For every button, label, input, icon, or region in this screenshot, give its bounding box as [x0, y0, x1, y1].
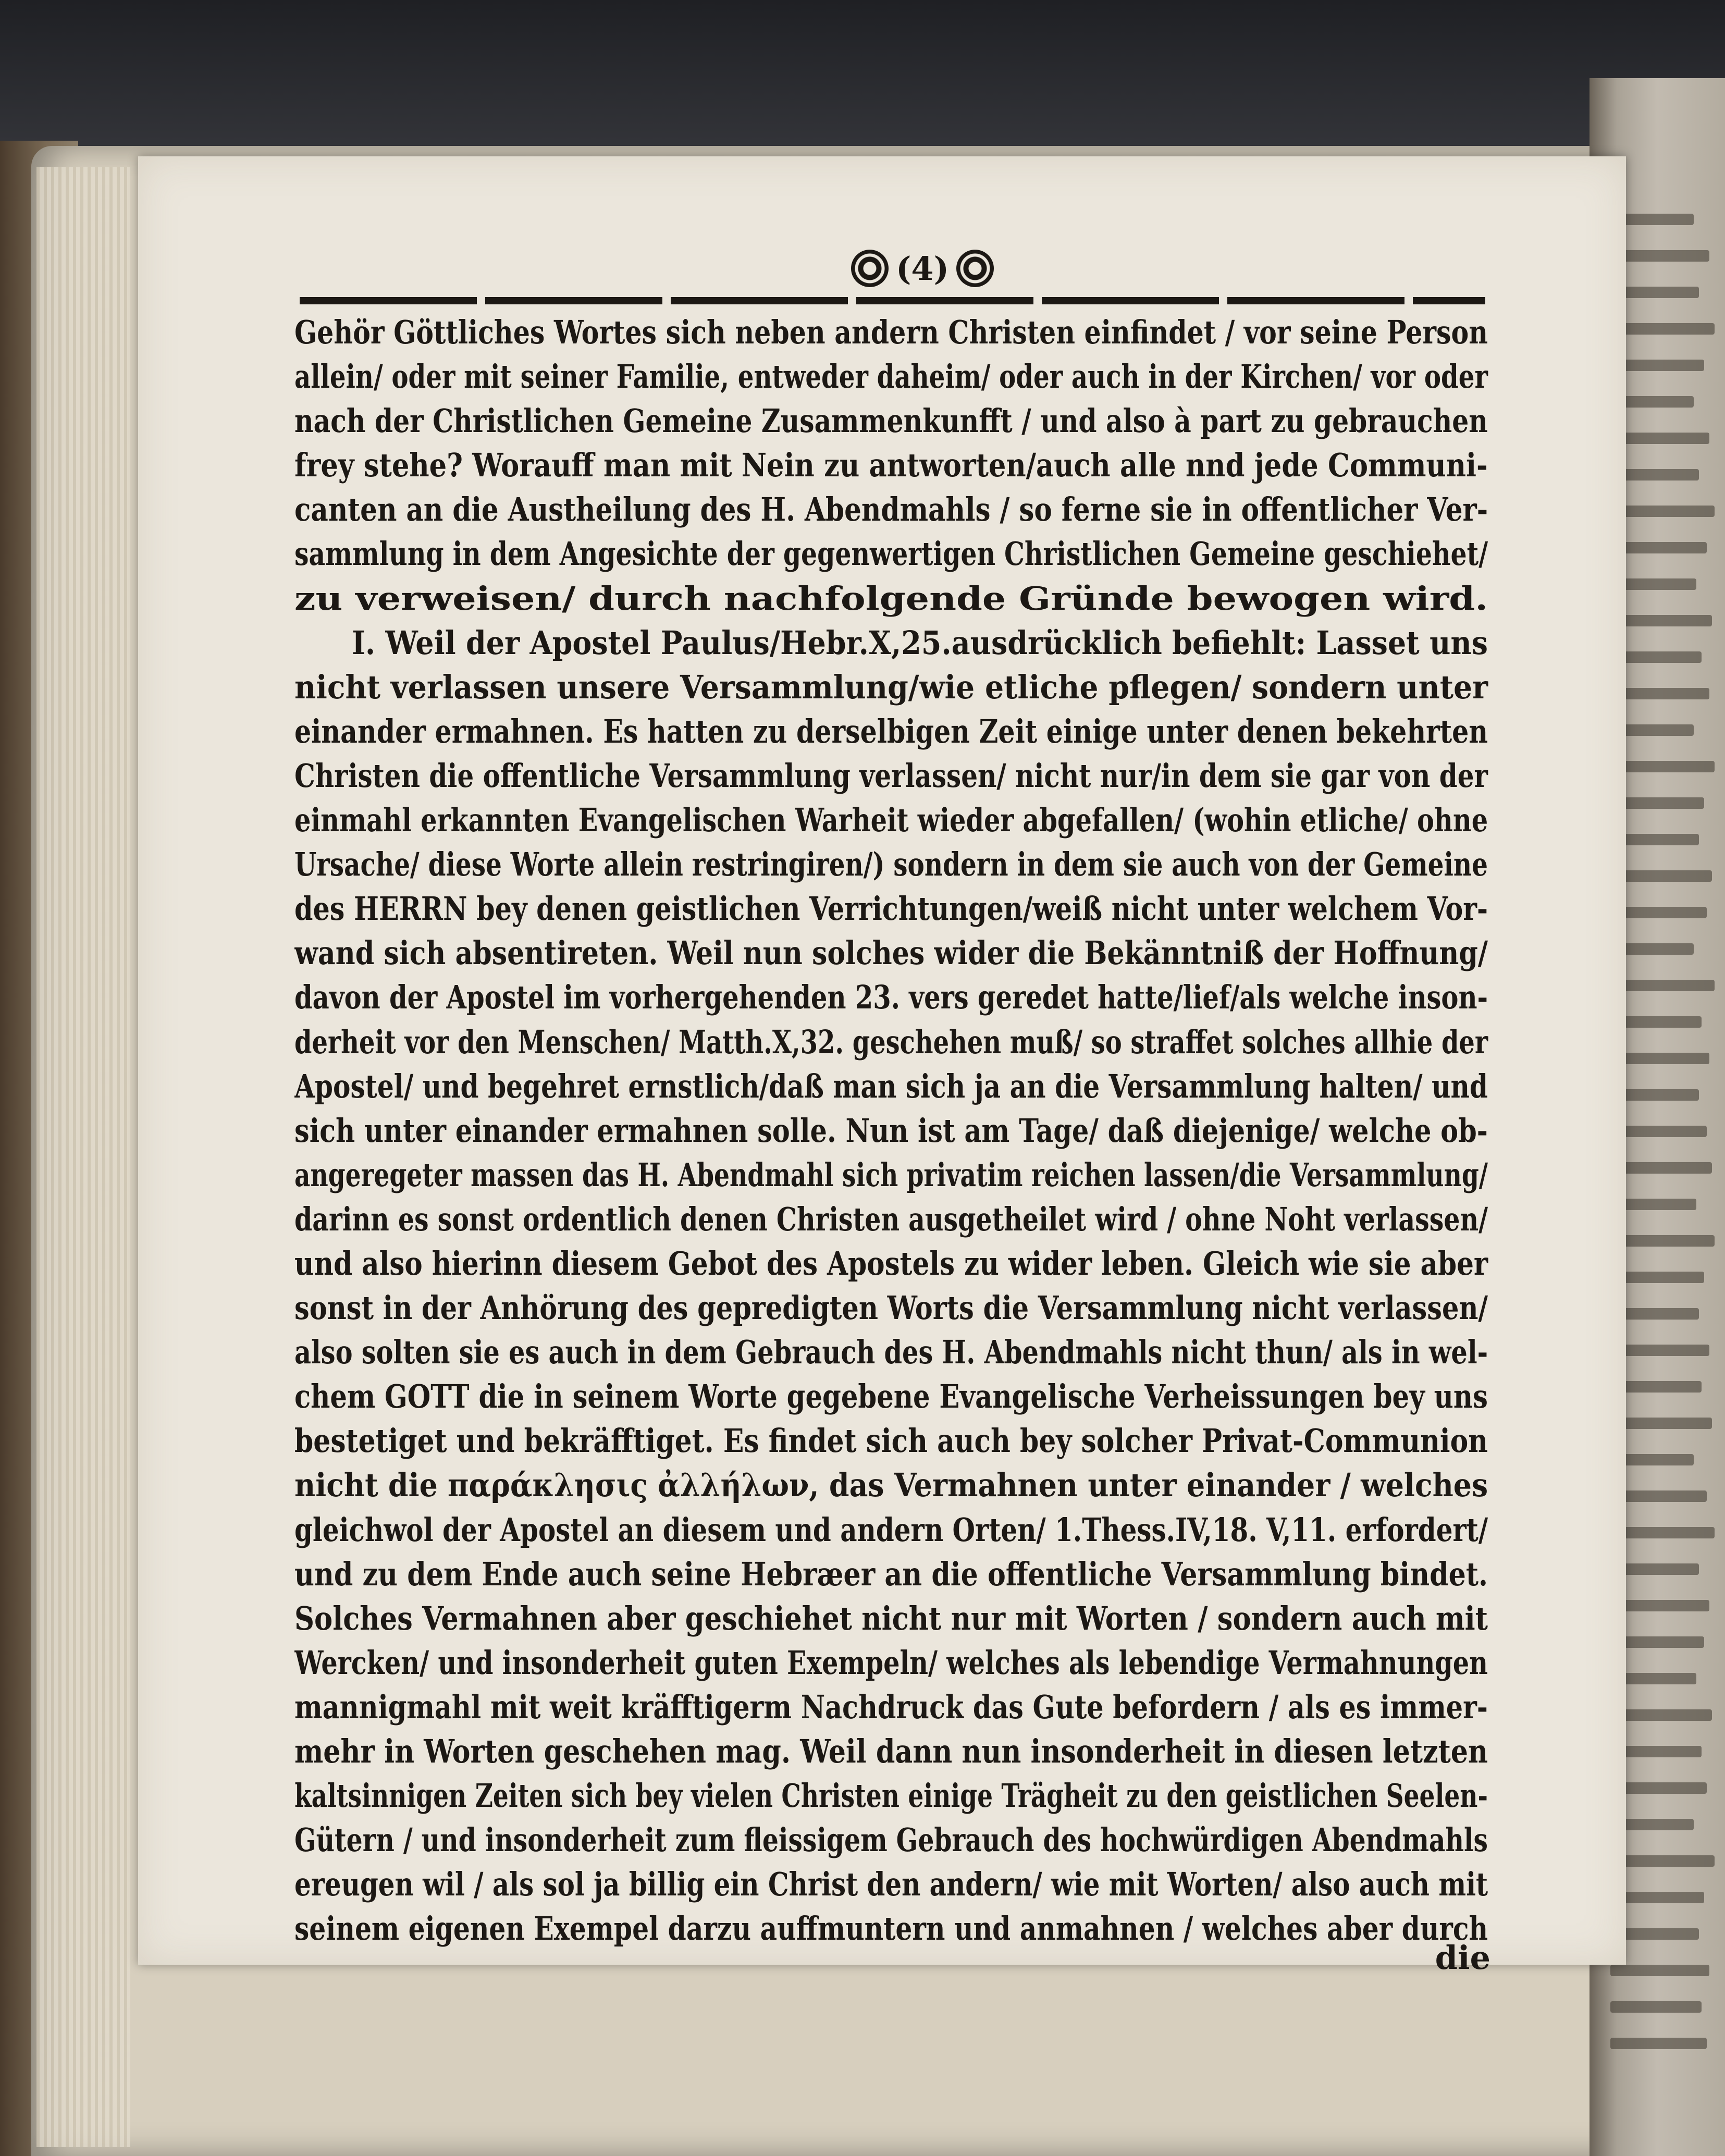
text-line: nicht verlassen unsere Versammlung/wie etliche pflegen/ sondern unter	[294, 668, 1488, 706]
adjacent-text-line	[1610, 1527, 1715, 1538]
text-line: nicht die παράκλησις ἀλλήλων, das Vermahnen unter einander / welches	[294, 1466, 1488, 1505]
text-line: chem GOTT die in seinem Worte gegebene Evangelische Verheissungen bey uns	[294, 1377, 1488, 1416]
text-line: sammlung in dem Angesichte der gegenwertigen Christlichen Gemeine geschiehet/	[294, 535, 1488, 573]
text-line: einmahl erkannten Evangelischen Warheit wieder abgefallen/ (wohin etliche/ ohne	[294, 801, 1488, 840]
header-rule	[300, 297, 1485, 304]
adjacent-text-line	[1610, 1235, 1715, 1247]
page-number: (4)	[896, 249, 949, 288]
text-line: kaltsinnigen Zeiten sich bey vielen Christen einige Trägheit zu den geistlichen Seelen-	[294, 1777, 1488, 1815]
text-line: und zu dem Ende auch seine Hebræer an die offentliche Versammlung bindet.	[294, 1555, 1488, 1593]
text-line: sich unter einander ermahnen solle. Nun ist am Tage/ daß diejenige/ welche ob-	[294, 1111, 1488, 1150]
text-line: Apostel/ und begehret ernstlich/daß man sich ja an die Versammlung halten/ und	[294, 1067, 1488, 1105]
text-line: seinem eigenen Exempel darzu auffmuntern und anmahnen / welches aber durch	[294, 1909, 1488, 1948]
text-line: ereugen wil / als sol ja billig ein Christ den andern/ wie mit Worten/ also auch mit	[294, 1865, 1488, 1904]
text-line: des HERRN bey denen geistlichen Verrichtungen/weiß nicht unter welchem Vor-	[294, 890, 1488, 928]
text-line: mannigmahl mit weit kräfftigerm Nachdruck das Gute befordern / als es immer-	[294, 1687, 1488, 1726]
text-line: allein/ oder mit seiner Familie, entweder daheim/ oder auch in der Kirchen/ vor oder	[294, 358, 1488, 396]
text-line: Ursache/ diese Worte allein restringiren/) sondern in dem sie auch von der Gemeine	[294, 845, 1488, 884]
text-line: Gütern / und insonderheit zum fleissigem Gebrauch des hochwürdigen Abendmahls	[294, 1821, 1488, 1859]
text-line: nach der Christlichen Gemeine Zusammenkunfft / und also à part zu gebrauchen	[294, 402, 1488, 440]
text-line: wand sich absentireten. Weil nun solches wider die Bekänntniß der Hoffnung/	[294, 934, 1488, 972]
text-line: gleichwol der Apostel an diesem und andern Orten/ 1.Thess.IV,18. V,11. erfordert/	[294, 1510, 1488, 1549]
text-line: I. Weil der Apostel Paulus/Hebr.X,25.ausdrücklich befiehlt: Lasset uns	[352, 623, 1488, 662]
adjacent-text-line	[1610, 2038, 1707, 2049]
text-line: derheit vor den Menschen/ Matth.X,32. geschehen muß/ so straffet solches allhie der	[294, 1022, 1488, 1061]
adjacent-text-line	[1610, 761, 1715, 772]
page-stack-edge	[36, 167, 130, 2147]
text-line: angeregeter massen das H. Abendmahl sich privatim reichen lassen/die Versammlung/	[294, 1155, 1488, 1194]
flower-ornament-icon	[851, 250, 889, 287]
text-line: einander ermahnen. Es hatten zu derselbigen Zeit einige unter denen bekehrten	[294, 712, 1488, 750]
text-line: darinn es sonst ordentlich denen Christen ausgetheilet wird / ohne Noht verlassen/	[294, 1200, 1488, 1238]
text-line: mehr in Worten geschehen mag. Weil dann nun insonderheit in diesen letzten	[294, 1732, 1488, 1770]
text-line: Solches Vermahnen aber geschiehet nicht nur mit Worten / sondern auch mit	[294, 1599, 1488, 1637]
text-line: bestetiget und bekräfftiget. Es findet sich auch bey solcher Privat-Communion	[294, 1422, 1488, 1460]
text-line: canten an die Austheilung des H. Abendmahls / so ferne sie in offentlicher Ver-	[294, 490, 1488, 529]
page-header	[813, 240, 1032, 297]
text-line: sonst in der Anhörung des gepredigten Worts die Versammlung nicht verlassen/	[294, 1289, 1488, 1327]
body-text	[294, 310, 1493, 1951]
flower-ornament-icon	[956, 250, 994, 287]
text-line: frey stehe? Worauff man mit Nein zu antworten/auch alle nnd jede Communi-	[294, 446, 1488, 485]
adjacent-text-line	[1610, 506, 1715, 517]
backdrop	[0, 0, 1725, 156]
adjacent-text-line	[1610, 323, 1715, 335]
text-line: Gehör Göttliches Wortes sich neben andern Christen einfindet / vor seine Person	[294, 313, 1488, 351]
text-line: Christen die offentliche Versammlung verlassen/ nicht nur/in dem sie gar von der	[294, 756, 1488, 795]
adjacent-text-line	[1610, 1965, 1709, 1976]
text-line: also solten sie es auch in dem Gebrauch des H. Abendmahls nicht thun/ als in wel-	[294, 1333, 1488, 1372]
adjacent-text-line	[1610, 2001, 1702, 2013]
text-line: zu verweisen/ durch nachfolgende Gründe bewogen wird.	[294, 579, 1488, 618]
adjacent-text-line	[1610, 1855, 1715, 1867]
adjacent-text-line	[1610, 980, 1715, 991]
catchword: die	[1435, 1939, 1490, 1977]
text-line: und also hierinn diesem Gebot des Apostels zu wider leben. Gleich wie sie aber	[294, 1244, 1488, 1283]
text-line: Wercken/ und insonderheit guten Exempeln/ welches als lebendige Vermahnungen	[294, 1643, 1488, 1682]
text-line: davon der Apostel im vorhergehenden 23. vers geredet hatte/lief/als welche inson-	[294, 978, 1488, 1017]
